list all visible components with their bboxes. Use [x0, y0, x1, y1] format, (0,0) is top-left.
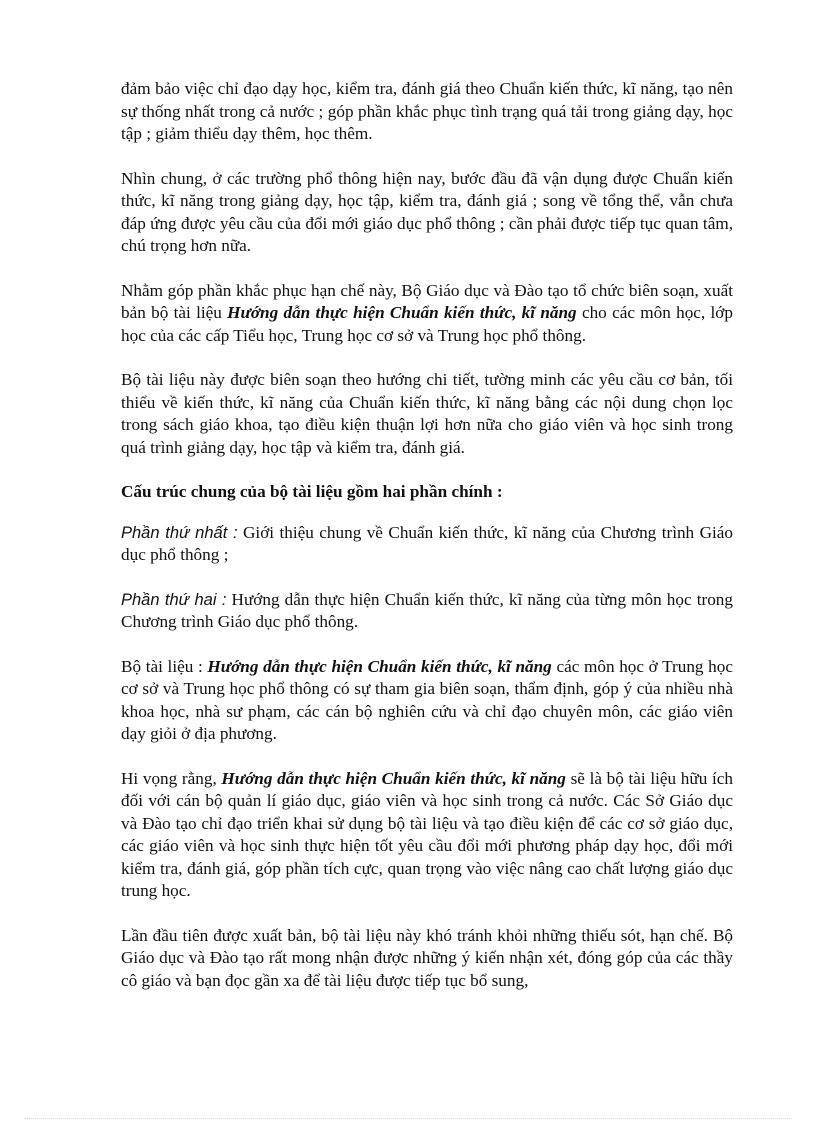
document-title-emphasis: Hướng dẫn thực hiện Chuẩn kiến thức, kĩ năng — [207, 656, 552, 676]
paragraph-purpose-lead: Nhằm góp phần khắc phục hạn chế này, Bộ Giáo dục và Đào tạo tổ chức biên soạn, xuất bản bộ tài liệu — [121, 280, 733, 322]
paragraph-purpose — [121, 280, 733, 348]
paragraph-contributors — [121, 656, 733, 746]
part-two-text: Hướng dẫn thực hiện Chuẩn kiến thức, kĩ năng của từng môn học trong Chương trình Giáo dục phổ thông. — [121, 589, 733, 631]
paragraph-purpose-tail: cho các môn học, lớp học của các cấp Tiểu học, Trung học cơ sở và Trung học phổ thông. — [121, 303, 733, 345]
part-one — [121, 522, 733, 567]
document-title-emphasis: Hướng dẫn thực hiện Chuẩn kiến thức, kĩ năng — [221, 768, 566, 788]
document-page — [121, 78, 733, 1014]
paragraph-description: Bộ tài liệu này được biên soạn theo hướng chi tiết, tường minh các yêu cầu cơ bản, tối thiểu về kiến thức, kĩ năng của Chuẩn kiến thức, kĩ năng bằng các nội dung chọn lọc trong sách giáo khoa, tạo điều kiện thuận lợi hơn nữa cho giáo viên và học sinh trong quá trình giảng dạy, học tập và kiểm tra, đánh giá. — [121, 370, 733, 457]
document-title-emphasis: Hướng dẫn thực hiện Chuẩn kiến thức, kĩ năng — [227, 303, 577, 322]
part-two-label: Phần thứ hai : — [121, 590, 227, 609]
paragraph-contributors-tail: các môn học ở Trung học cơ sở và Trung học phổ thông có sự tham gia biên soạn, thẩm định, góp ý của nhiều nhà khoa học, nhà sư phạm, các cán bộ nghiên cứu và chỉ đạo chuyên môn, các giáo viên dạy giỏi ở địa phương. — [121, 656, 733, 743]
paragraph-contributors-lead: Bộ tài liệu : — [121, 656, 208, 676]
structure-heading: Cấu trúc chung của bộ tài liệu gồm hai phần chính : — [121, 482, 503, 501]
page-bottom-divider — [24, 1118, 792, 1119]
paragraph-overview: Nhìn chung, ở các trường phổ thông hiện nay, bước đầu đã vận dụng được Chuẩn kiến thức, kĩ năng trong giảng dạy, học tập, kiểm tra, đánh giá ; song về tổng thể, vẫn chưa đáp ứng được yêu cầu của đổi mới giáo dục phổ thông ; cần phải được tiếp tục quan tâm, chú trọng hơn nữa. — [121, 168, 733, 255]
paragraph-hope — [121, 768, 733, 903]
part-one-label: Phần thứ nhất : — [121, 523, 238, 542]
paragraph-closing: Lần đầu tiên được xuất bản, bộ tài liệu này khó tránh khỏi những thiếu sót, hạn chế. Bộ Giáo dục và Đào tạo rất mong nhận được những ý kiến nhận xét, đóng góp của các thầy cô giáo và bạn đọc gần xa để tài liệu được tiếp tục bổ sung, — [121, 925, 733, 990]
part-two — [121, 589, 733, 634]
part-one-text: Giới thiệu chung về Chuẩn kiến thức, kĩ năng của Chương trình Giáo dục phổ thông ; — [121, 522, 733, 564]
paragraph-hope-lead: Hi vọng rằng, — [121, 768, 222, 788]
paragraph-hope-tail: sẽ là bộ tài liệu hữu ích đối với cán bộ quản lí giáo dục, giáo viên và học sinh trong cả nước. Các Sở Giáo dục và Đào tạo chỉ đạo triển khai sử dụng bộ tài liệu và tạo điều kiện để các cơ sở giáo dục, các giáo viên và học sinh thực hiện tốt yêu cầu đổi mới phương pháp dạy học, đổi mới kiểm tra, đánh giá, góp phần tích cực, quan trọng vào việc nâng cao chất lượng giáo dục trung học. — [121, 768, 733, 900]
paragraph-intro-continued: đảm bảo việc chỉ đạo dạy học, kiểm tra, đánh giá theo Chuẩn kiến thức, kĩ năng, tạo nên sự thống nhất trong cả nước ; góp phần khắc phục tình trạng quá tải trong giảng dạy, học tập ; giảm thiểu dạy thêm, học thêm. — [121, 79, 733, 143]
